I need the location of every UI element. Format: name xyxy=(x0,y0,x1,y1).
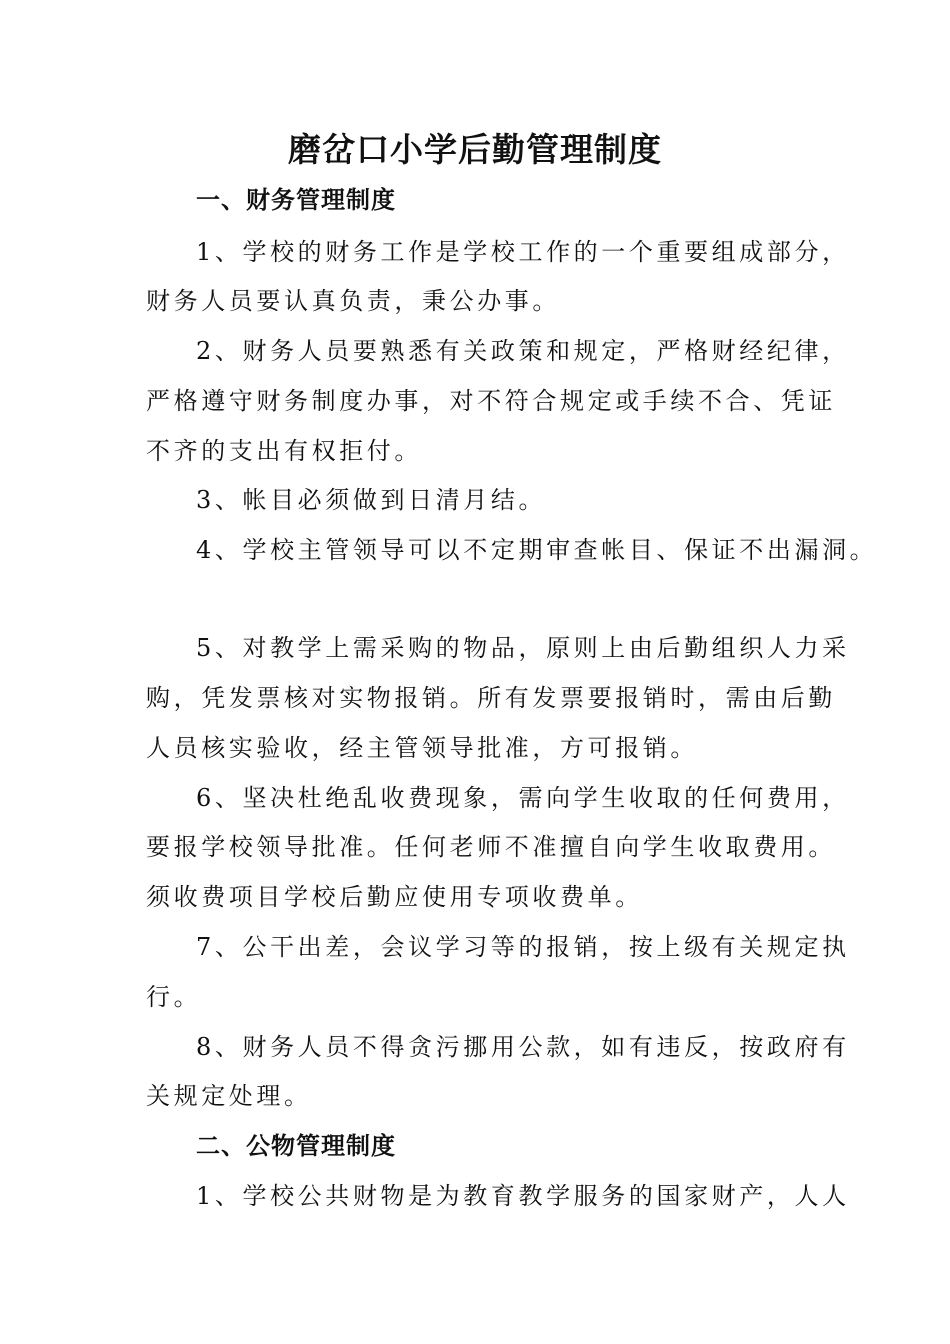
finance-item-4-line-1: 4、学校主管领导可以不定期审查帐目、保证不出漏洞。 xyxy=(196,536,878,564)
finance-item-7-line-1: 7、公干出差，会议学习等的报销，按上级有关规定执 xyxy=(196,933,850,961)
finance-item-1-line-1: 1、学校的财务工作是学校工作的一个重要组成部分， xyxy=(196,238,850,266)
section-heading-public-property: 二、公物管理制度 xyxy=(196,1132,396,1160)
property-item-1-line-1: 1、学校公共财物是为教育教学服务的国家财产，人人 xyxy=(196,1182,850,1210)
finance-item-6-line-2: 要报学校领导批准。任何老师不准擅自向学生收取费用。 xyxy=(146,833,836,861)
finance-item-1-line-2: 财务人员要认真负责，秉公办事。 xyxy=(146,287,560,315)
finance-item-6-line-3: 须收费项目学校后勤应使用专项收费单。 xyxy=(146,883,643,911)
finance-item-5-line-2: 购，凭发票核对实物报销。所有发票要报销时，需由后勤 xyxy=(146,684,836,712)
finance-item-7-line-2: 行。 xyxy=(146,983,202,1011)
finance-item-8-line-1: 8、财务人员不得贪污挪用公款，如有违反，按政府有 xyxy=(196,1033,850,1061)
document-title: 磨岔口小学后勤管理制度 xyxy=(288,130,662,169)
finance-item-2-line-2: 严格遵守财务制度办事，对不符合规定或手续不合、凭证 xyxy=(146,387,836,415)
finance-item-8-line-2: 关规定处理。 xyxy=(146,1082,312,1110)
finance-item-3-line-1: 3、帐目必须做到日清月结。 xyxy=(196,486,547,514)
finance-item-2-line-1: 2、财务人员要熟悉有关政策和规定，严格财经纪律， xyxy=(196,337,850,365)
section-heading-finance: 一、财务管理制度 xyxy=(196,186,396,214)
finance-item-5-line-3: 人员核实验收，经主管领导批准，方可报销。 xyxy=(146,734,698,762)
finance-item-5-line-1: 5、对教学上需采购的物品，原则上由后勤组织人力采 xyxy=(196,634,850,662)
finance-item-2-line-3: 不齐的支出有权拒付。 xyxy=(146,437,422,465)
finance-item-6-line-1: 6、坚决杜绝乱收费现象，需向学生收取的任何费用， xyxy=(196,784,850,812)
